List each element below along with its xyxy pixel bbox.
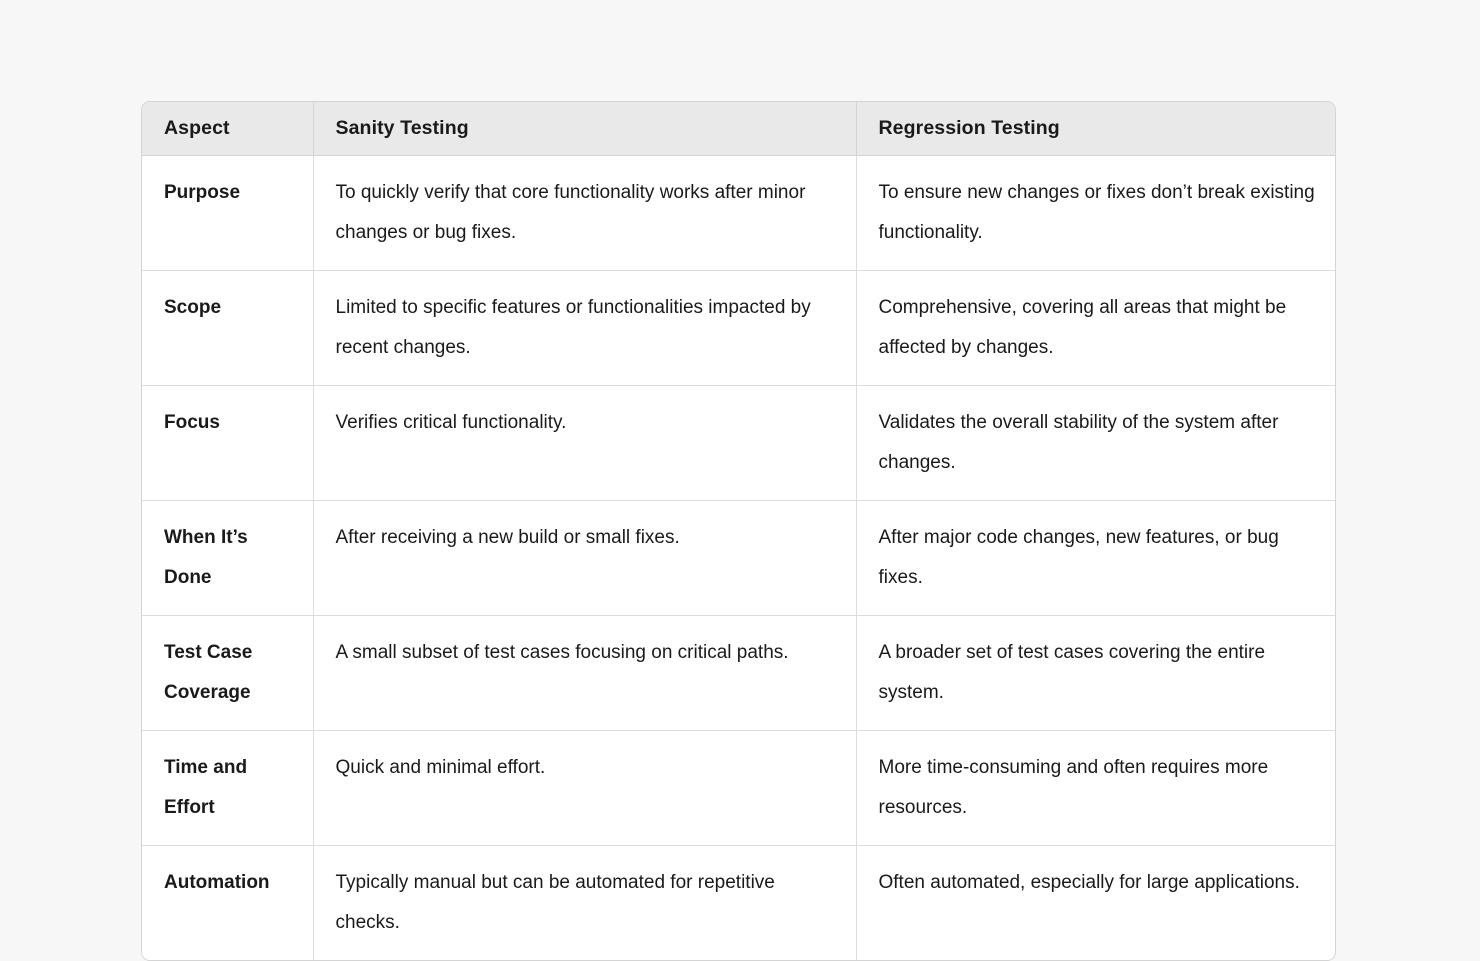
comparison-table-container	[141, 101, 1336, 961]
row-label: Automation	[142, 846, 313, 961]
header-cell-sanity-testing: Sanity Testing	[313, 102, 856, 156]
header-cell-aspect: Aspect	[142, 102, 313, 156]
row-label: Purpose	[142, 156, 313, 271]
cell-sanity: Verifies critical functionality.	[313, 386, 856, 501]
table-row-time-and-effort	[142, 731, 1336, 846]
table-row-scope	[142, 271, 1336, 386]
table-body	[142, 156, 1336, 961]
row-label: Focus	[142, 386, 313, 501]
table-row-when-its-done	[142, 501, 1336, 616]
table-row-focus	[142, 386, 1336, 501]
cell-sanity: Quick and minimal effort.	[313, 731, 856, 846]
row-label: When It’s Done	[142, 501, 313, 616]
table-row-automation	[142, 846, 1336, 961]
testing-comparison-table	[142, 102, 1336, 960]
cell-sanity: To quickly verify that core functionality works after minor changes or bug fixes.	[313, 156, 856, 271]
cell-regression: To ensure new changes or fixes don’t break existing functionality.	[856, 156, 1336, 271]
row-label: Time and Effort	[142, 731, 313, 846]
row-label: Scope	[142, 271, 313, 386]
header-row	[142, 102, 1336, 156]
cell-regression: Comprehensive, covering all areas that might be affected by changes.	[856, 271, 1336, 386]
table-header	[142, 102, 1336, 156]
cell-sanity: Typically manual but can be automated for repetitive checks.	[313, 846, 856, 961]
cell-sanity: A small subset of test cases focusing on critical paths.	[313, 616, 856, 731]
header-cell-regression-testing: Regression Testing	[856, 102, 1336, 156]
cell-regression: More time-consuming and often requires more resources.	[856, 731, 1336, 846]
table-row-purpose	[142, 156, 1336, 271]
cell-regression: Validates the overall stability of the system after changes.	[856, 386, 1336, 501]
cell-regression: Often automated, especially for large applications.	[856, 846, 1336, 961]
cell-regression: After major code changes, new features, or bug fixes.	[856, 501, 1336, 616]
cell-sanity: After receiving a new build or small fixes.	[313, 501, 856, 616]
table-row-test-case-coverage	[142, 616, 1336, 731]
cell-regression: A broader set of test cases covering the entire system.	[856, 616, 1336, 731]
row-label: Test Case Coverage	[142, 616, 313, 731]
cell-sanity: Limited to specific features or functionalities impacted by recent changes.	[313, 271, 856, 386]
